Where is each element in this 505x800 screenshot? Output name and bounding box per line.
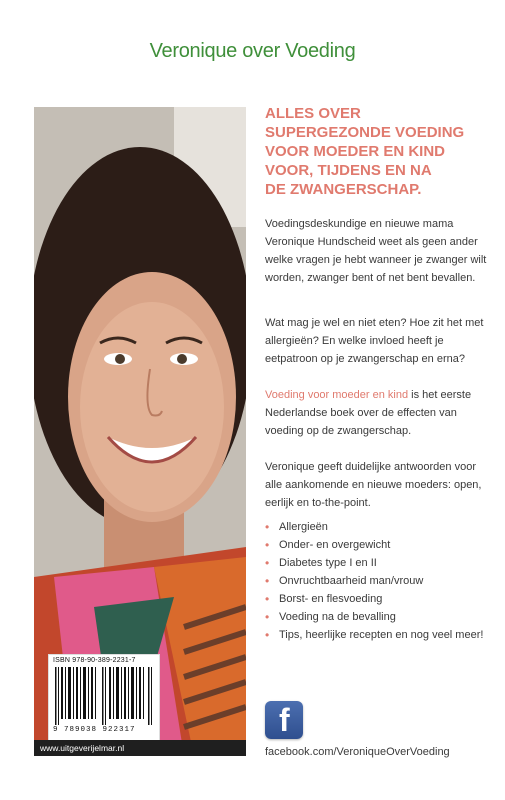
brand-title: Veronique over Voeding [149, 40, 356, 62]
answers-paragraph: Veronique geeft duidelijke antwoorden voor alle aankomende en nieuwe moeders: open, eerlijk en to-the-point. [265, 461, 482, 509]
bullet-icon: • [265, 610, 270, 624]
book-title: Voeding voor moeder en kind [265, 389, 409, 401]
book-paragraph [265, 386, 493, 440]
barcode-icon [55, 667, 153, 725]
list-item-label: Voeding na de bevalling [279, 611, 396, 623]
headline-line: VOOR MOEDER EN KIND [265, 143, 446, 160]
headline-line: VOOR, TIJDENS EN NA [265, 162, 432, 179]
list-item-label: Allergieën [279, 521, 328, 533]
book-paragraph-rest: is het eerste Nederlandse boek over de effecten van voeding op de zwangerschap. [265, 389, 472, 437]
list-item-label: Borst- en flesvoeding [279, 593, 383, 605]
list-item-label: Onvruchtbaarheid man/vrouw [279, 575, 424, 587]
list-item [265, 518, 490, 536]
bullet-icon: • [265, 520, 270, 534]
headline-line: DE ZWANGERSCHAP. [265, 181, 422, 198]
questions-paragraph: Wat mag je wel en niet eten? Hoe zit het met allergieën? En welke invloed heeft je eetpatroon op je zwangerschap en erna? [265, 317, 484, 365]
intro-paragraph: Voedingsdeskundige en nieuwe mama Veronique Hundscheid weet als geen ander welke vragen je hebt wanneer je zwanger wilt worden, zwanger bent of net bent bevallen. [265, 218, 487, 284]
facebook-glyph: f [279, 702, 290, 738]
list-item-label: Onder- en overgewicht [279, 539, 391, 551]
topics-list [265, 518, 490, 644]
list-item [265, 536, 490, 554]
bullet-icon: • [265, 574, 270, 588]
list-item [265, 554, 490, 572]
barcode-number: 9 789038 922317 [53, 726, 136, 734]
barcode-box [48, 654, 160, 742]
list-item-label: Diabetes type I en II [279, 557, 377, 569]
bullet-icon: • [265, 628, 270, 642]
list-item [265, 626, 490, 644]
headline-line: SUPERGEZONDE VOEDING [265, 124, 465, 141]
headline [265, 104, 495, 199]
bullet-icon: • [265, 592, 270, 606]
headline-line: ALLES OVER [265, 105, 361, 122]
bullet-icon: • [265, 538, 270, 552]
list-item [265, 608, 490, 626]
publisher-url[interactable]: www.uitgeverijelmar.nl [34, 740, 246, 756]
facebook-link[interactable]: facebook.com/VeroniqueOverVoeding [265, 746, 450, 758]
isbn-label: ISBN 978-90-389-2231-7 [53, 657, 136, 664]
list-item [265, 590, 490, 608]
list-item [265, 572, 490, 590]
bullet-icon: • [265, 556, 270, 570]
facebook-icon[interactable] [265, 701, 303, 739]
list-item-label: Tips, heerlijke recepten en nog veel meer! [279, 629, 484, 641]
